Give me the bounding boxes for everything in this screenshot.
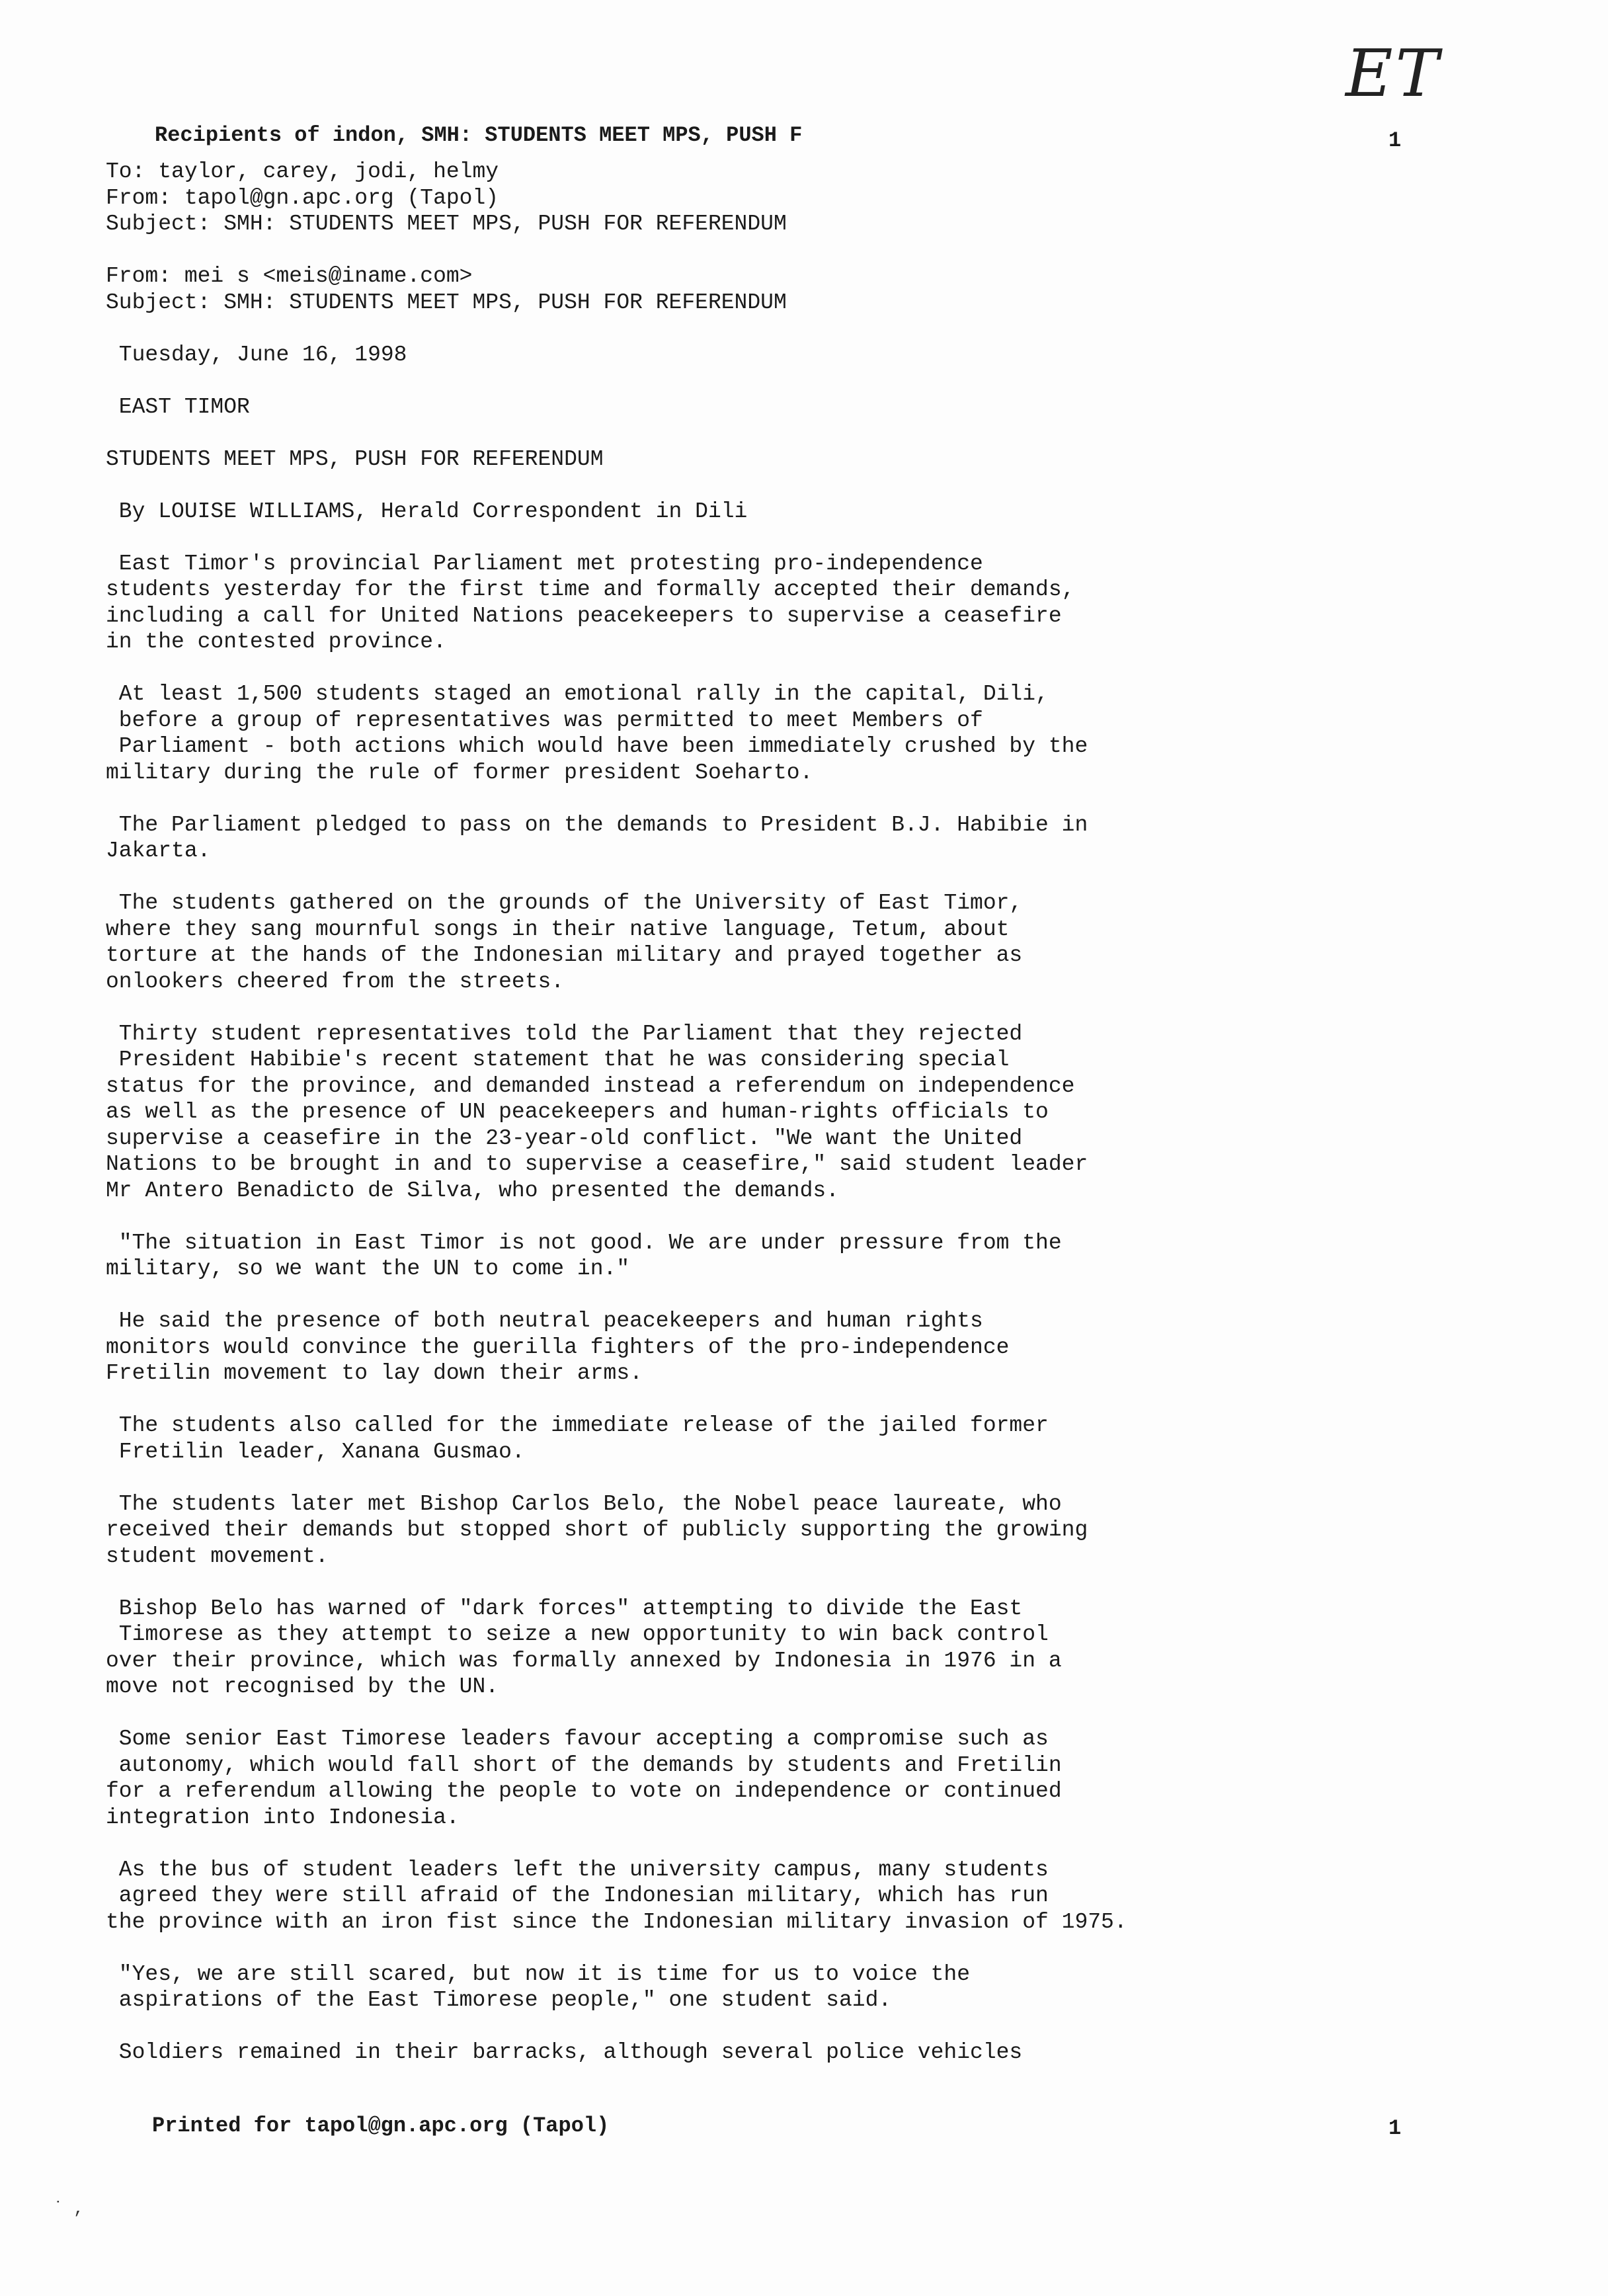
- paragraph-line: torture at the hands of the Indonesian military and prayed together as: [106, 943, 1023, 967]
- paragraph-line: integration into Indonesia.: [106, 1805, 460, 1830]
- paragraph-line: monitors would convince the guerilla fighters of the pro-independence: [106, 1334, 1010, 1360]
- paragraph-line: Parliament - both actions which would have been immediately crushed by the: [106, 734, 1088, 758]
- paragraph-line: over their province, which was formally annexed by Indonesia in 1976 in a: [106, 1648, 1062, 1673]
- paragraph-line: agreed they were still afraid of the Indonesian military, which has run: [106, 1883, 1049, 1908]
- print-header-title: Recipients of indon, SMH: STUDENTS MEET MPS, PUSH F: [155, 123, 803, 147]
- paragraph-line: where they sang mournful songs in their native language, Tetum, about: [106, 917, 1010, 942]
- paragraph-line: move not recognised by the UN.: [106, 1674, 499, 1699]
- article-section: EAST TIMOR: [106, 394, 250, 419]
- paragraph-line: "Yes, we are still scared, but now it is time for us to voice the: [106, 1961, 971, 1987]
- paragraph-line: before a group of representatives was permitted to meet Members of: [106, 708, 983, 733]
- article-byline: By LOUISE WILLIAMS, Herald Correspondent in Dili: [106, 499, 748, 524]
- paragraph-line: students yesterday for the first time and formally accepted their demands,: [106, 577, 1075, 602]
- article-paragraph: [106, 1021, 1521, 1204]
- paragraph-line: "The situation in East Timor is not good. We are under pressure from the: [106, 1230, 1062, 1255]
- article-paragraph: [106, 551, 1521, 655]
- paragraph-line: autonomy, which would fall short of the demands by students and Fretilin: [106, 1752, 1062, 1778]
- forwarded-subject: Subject: SMH: STUDENTS MEET MPS, PUSH FOR REFERENDUM: [106, 290, 787, 315]
- paragraph-line: Timorese as they attempt to seize a new opportunity to win back control: [106, 1622, 1049, 1647]
- article-paragraph: [106, 1596, 1521, 1700]
- article-paragraph: [106, 1413, 1521, 1465]
- paragraph-line: received their demands but stopped short of publicly supporting the growing: [106, 1518, 1088, 1542]
- paragraph-line: including a call for United Nations peacekeepers to supervise a ceasefire: [106, 603, 1062, 628]
- article-paragraph: [106, 2039, 1521, 2066]
- scan-speck: ˙ ,: [53, 2199, 84, 2219]
- paragraph-line: The students gathered on the grounds of the University of East Timor,: [106, 891, 1023, 915]
- paragraph-line: Fretilin movement to lay down their arms.: [106, 1361, 643, 1385]
- article-paragraphs: [106, 551, 1521, 2066]
- paragraph-line: President Habibie's recent statement that he was considering special: [106, 1047, 1010, 1072]
- forwarded-from: From: mei s <meis@iname.com>: [106, 264, 473, 288]
- article-paragraph: [106, 681, 1521, 786]
- paragraph-line: The Parliament pledged to pass on the demands to President B.J. Habibie in: [106, 812, 1088, 837]
- article-date: Tuesday, June 16, 1998: [106, 342, 407, 367]
- paragraph-line: The students also called for the immediate release of the jailed former: [106, 1413, 1049, 1438]
- article-paragraph: [106, 1726, 1521, 1830]
- message-body: [106, 159, 1521, 2066]
- paragraph-line: as well as the presence of UN peacekeepers and human-rights officials to: [106, 1100, 1049, 1124]
- paragraph-line: military during the rule of former president Soeharto.: [106, 760, 813, 785]
- print-footer: Printed for tapol@gn.apc.org (Tapol): [152, 2113, 610, 2138]
- paragraph-line: Fretilin leader, Xanana Gusmao.: [106, 1439, 525, 1464]
- email-to: To: taylor, carey, jodi, helmy: [106, 159, 499, 184]
- article-paragraph: [106, 1961, 1521, 2014]
- paragraph-line: Bishop Belo has warned of "dark forces" attempting to divide the East: [106, 1596, 1023, 1621]
- email-subject: Subject: SMH: STUDENTS MEET MPS, PUSH FOR REFERENDUM: [106, 212, 787, 236]
- paragraph-line: military, so we want the UN to come in.": [106, 1256, 630, 1281]
- paragraph-line: the province with an iron fist since the Indonesian military invasion of 1975.: [106, 1909, 1127, 1934]
- paragraph-line: student movement.: [106, 1543, 329, 1569]
- paragraph-line: Jakarta.: [106, 839, 211, 863]
- paragraph-line: At least 1,500 students staged an emotional rally in the capital, Dili,: [106, 682, 1049, 706]
- article-headline: STUDENTS MEET MPS, PUSH FOR REFERENDUM: [106, 446, 604, 472]
- article-paragraph: [106, 1491, 1521, 1570]
- article-paragraph: [106, 1230, 1521, 1282]
- paragraph-line: Nations to be brought in and to supervise a ceasefire," said student leader: [106, 1152, 1088, 1176]
- paragraph-line: The students later met Bishop Carlos Belo, the Nobel peace laureate, who: [106, 1491, 1062, 1516]
- article-paragraph: [106, 812, 1521, 864]
- paragraph-line: Thirty student representatives told the Parliament that they rejected: [106, 1021, 1023, 1046]
- paragraph-line: onlookers cheered from the streets.: [106, 969, 565, 994]
- paragraph-line: He said the presence of both neutral peacekeepers and human rights: [106, 1309, 983, 1333]
- header-page-number: 1: [1388, 128, 1402, 153]
- footer-page-number: 1: [1388, 2116, 1402, 2141]
- paragraph-line: status for the province, and demanded instead a referendum on independence: [106, 1073, 1075, 1098]
- paragraph-line: East Timor's provincial Parliament met protesting pro-independence: [106, 551, 983, 576]
- paragraph-line: for a referendum allowing the people to vote on independence or continued: [106, 1779, 1062, 1803]
- handwritten-annotation: ET: [1346, 36, 1441, 112]
- paragraph-line: supervise a ceasefire in the 23-year-old conflict. "We want the United: [106, 1126, 1023, 1151]
- article-paragraph: [106, 890, 1521, 995]
- paragraph-line: Soldiers remained in their barracks, although several police vehicles: [106, 2040, 1023, 2065]
- article-paragraph: [106, 1308, 1521, 1387]
- paragraph-line: As the bus of student leaders left the university campus, many students: [106, 1857, 1049, 1882]
- paragraph-line: Some senior East Timorese leaders favour accepting a compromise such as: [106, 1727, 1049, 1751]
- email-from: From: tapol@gn.apc.org (Tapol): [106, 185, 499, 210]
- paragraph-line: in the contested province.: [106, 630, 446, 654]
- paragraph-line: aspirations of the East Timorese people," one student said.: [106, 1988, 892, 2012]
- paragraph-line: Mr Antero Benadicto de Silva, who presented the demands.: [106, 1178, 839, 1203]
- article-paragraph: [106, 1857, 1521, 1936]
